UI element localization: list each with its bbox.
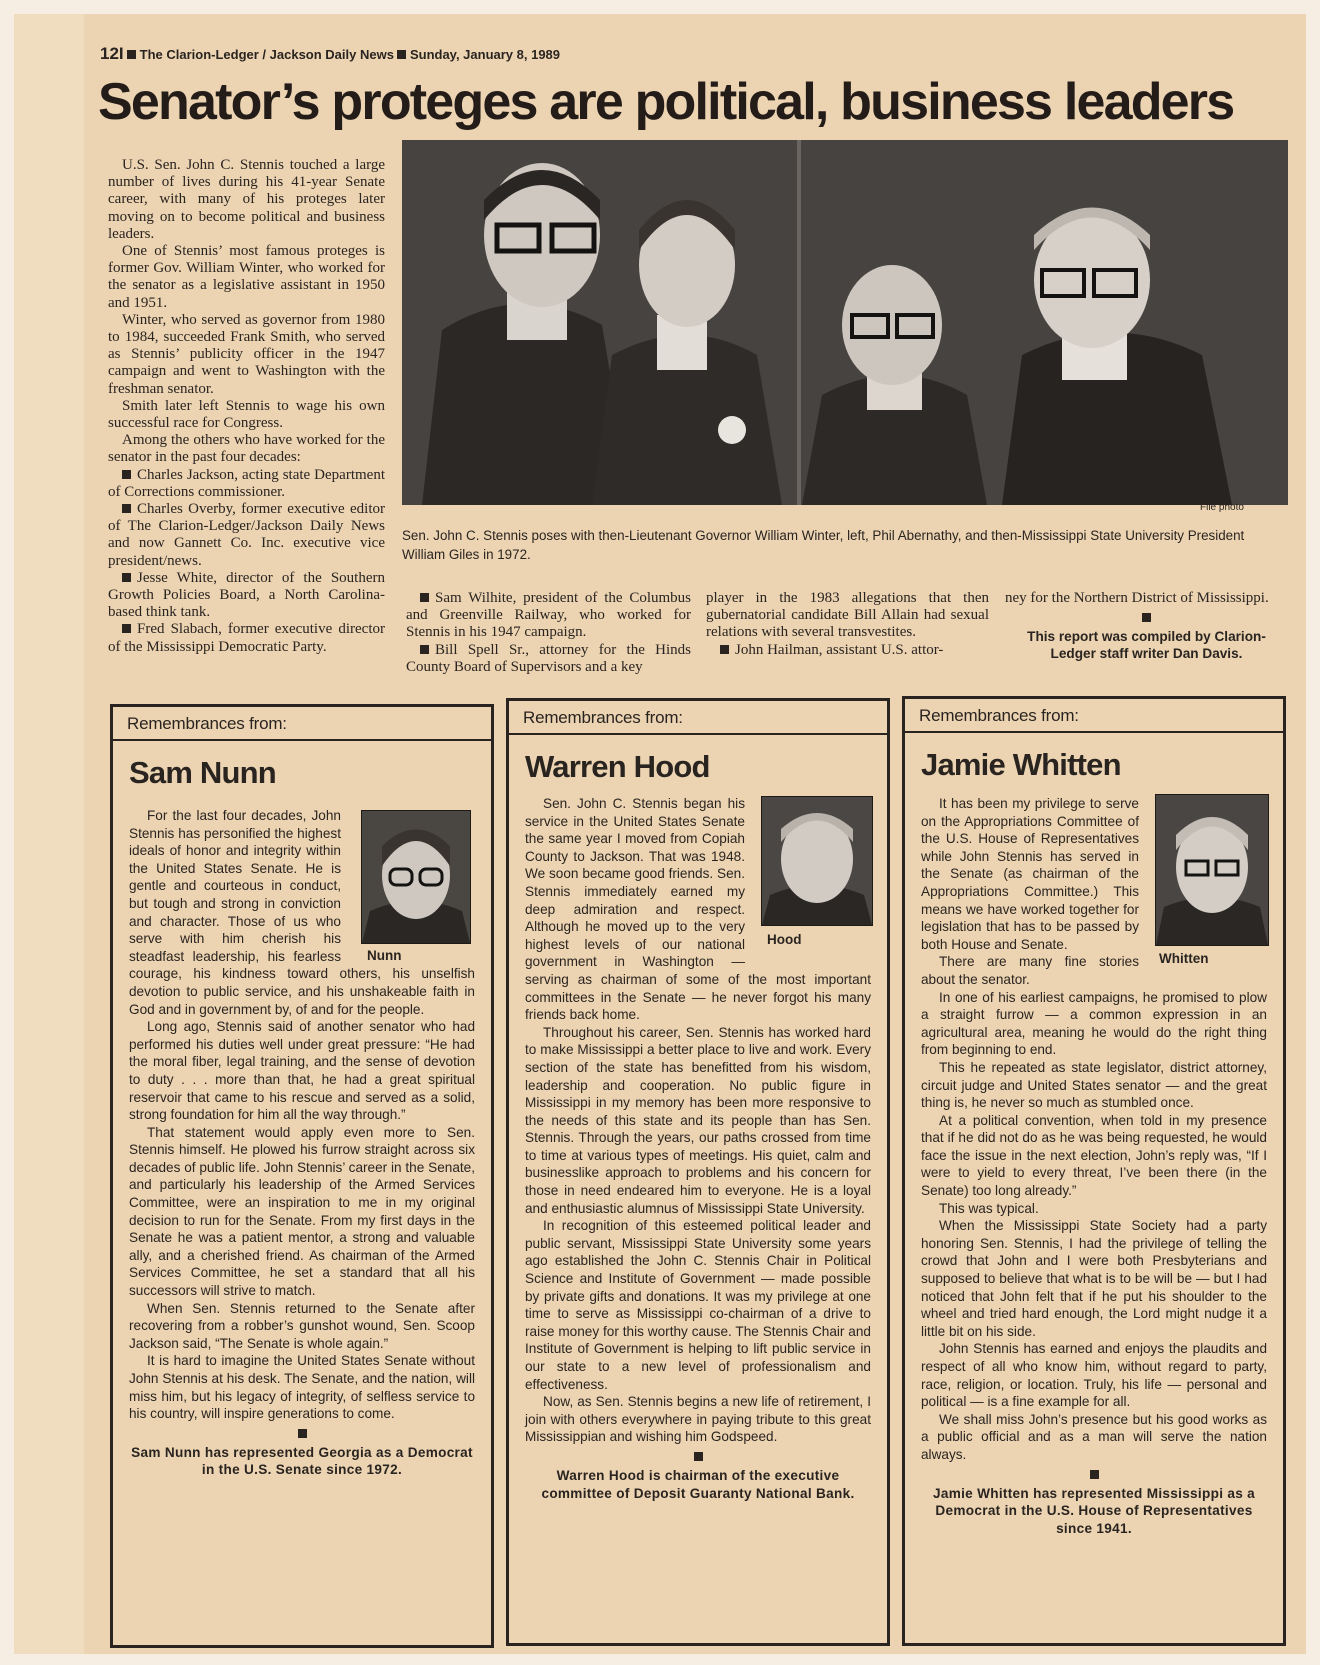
remembrance-paragraph: Throughout his career, Sen. Stennis has worked hard to make Mississippi a better place to live and work. Every section of the state has benefitted from his wisdom, leadership and cooperation. No public figure in Mississippi in my memory has been more responsive to the needs of this state and its people than has Sen. Stennis. Through the years, our paths crossed from time to time at various types of meetings. His quiet, calm and businesslike approach to problems and his concern for those in need endeared him to everyone. He is a loyal and enthusiastic alumnus of Mississippi State University.	[525, 1024, 871, 1216]
square-bullet-icon	[127, 50, 136, 59]
square-bullet-icon	[122, 504, 131, 513]
story-paragraph: player in the 1983 allegations that then gubernatorial candidate Bill Allain had sexual relations with several transvestites.	[706, 590, 989, 641]
author-tagline: Sam Nunn has represented Georgia as a Democrat in the U.S. Senate since 1972.	[131, 1444, 473, 1478]
remembrance-paragraph: It has been my privilege to serve on the Appropriations Committee of the U.S. House of Representatives while John Stennis has served in the Senate (as chairman of the Appropriations Committee.) This means we have worked together for legislation that has to be passed by both House and Senate.	[921, 796, 1139, 952]
photo-illustration	[402, 140, 1288, 505]
remembrance-text	[921, 795, 1267, 1537]
page-number: 12I	[100, 44, 124, 63]
page-gutter	[14, 14, 84, 1654]
square-bullet-icon	[122, 573, 131, 582]
story-column-3	[706, 590, 989, 659]
remembrance-box-nunn	[110, 704, 494, 1648]
remembrance-paragraph: When Sen. Stennis returned to the Senate after recovering from a robber’s gunshot wound, Sen. Scoop Jackson said, “The Senate is whole again.”	[129, 1300, 475, 1351]
remembrance-box-hood	[506, 698, 890, 1646]
remembrance-paragraph: We shall miss John’s presence but his good works as a public official and as a man will serve the nation always.	[921, 1411, 1267, 1462]
author-tagline: Warren Hood is chairman of the executive committee of Deposit Guaranty National Bank.	[541, 1467, 855, 1501]
story-paragraph: Winter, who served as governor from 1980 to 1984, succeeded Frank Smith, who served as Stennis’ publicity officer in the 1947 campaign and went to Washington with the freshman senator.	[108, 311, 385, 397]
box-header: Remembrances from:	[113, 707, 491, 741]
box-title: Sam Nunn	[129, 755, 276, 790]
remembrance-text	[129, 807, 475, 1479]
remembrance-paragraph: In one of his earliest campaigns, he promised to plow a straight furrow — a common expression in an agricultural area, meaning he would do the right thing from beginning to end.	[921, 989, 1267, 1058]
remembrance-paragraph: It is hard to imagine the United States Senate without John Stennis at his desk. The Senate, and the nation, will miss him, but his legacy of integrity, of selfless service to his country, will inspire generations to come.	[129, 1353, 475, 1422]
photo-caption: Sen. John C. Stennis poses with then-Lieutenant Governor William Winter, left, Phil Abernathy, and then-Mississippi State University President William Giles in 1972.	[402, 528, 1245, 562]
story-column-2	[406, 590, 691, 676]
story-paragraph: Smith later left Stennis to wage his own successful race for Congress.	[108, 397, 385, 432]
remembrance-paragraph: This he repeated as state legislator, district attorney, circuit judge and United States senator — and the great thing is, he never so much as stumbled once.	[921, 1059, 1267, 1111]
issue-date: Sunday, January 8, 1989	[409, 47, 561, 62]
square-bullet-icon	[1142, 613, 1151, 622]
remembrance-paragraph: Sen. John C. Stennis began his service in the United States Senate the same year I moved from Copiah County to Jackson. That was 1948. We soon became good friends. Sen. Stennis immediately earned my deep admiration and respect. Although he moved up to the very highest levels of our national government in Washington — serving as chairman of some of the most important committees in the Senate — he never forgot his many friends back home.	[525, 796, 871, 1023]
square-bullet-icon	[420, 593, 429, 602]
paper-name: The Clarion-Ledger / Jackson Daily News	[139, 47, 394, 62]
list-item: Fred Slabach, former executive director of the Mississippi Democratic Party.	[108, 621, 385, 655]
headline: Senator’s proteges are political, business leaders	[98, 73, 1234, 131]
list-item: Charles Overby, former executive editor of The Clarion-Ledger/Jackson Daily News and now Gannett Co. Inc. executive vice president/news.	[108, 501, 385, 569]
remembrance-paragraph: Now, as Sen. Stennis begins a new life of retirement, I join with others everywhere in paying tribute to this great Mississippian and wishing him Godspeed.	[525, 1394, 871, 1445]
portrait-label: Hood	[767, 932, 802, 947]
list-item: John Hailman, assistant U.S. attor-	[706, 642, 989, 659]
author-tagline: Jamie Whitten has represented Mississippi as a Democrat in the U.S. House of Representatives since 1941.	[932, 1485, 1256, 1536]
list-item: Jesse White, director of the Southern Growth Policies Board, a North Carolina-based think tank.	[108, 569, 385, 621]
remembrance-paragraph: There are many fine stories about the senator.	[921, 954, 1139, 987]
remembrance-paragraph: Long ago, Stennis said of another senator who had performed his duties well under great pressure: “He had the moral fiber, legal training, and the sense of devotion to duty . . . more than that, he had a great spiritual reservoir that came to his rescue and served as a solid, strong foundation for him all the way through.”	[129, 1019, 475, 1123]
story-column-1	[108, 157, 385, 656]
box-title: Jamie Whitten	[921, 747, 1121, 782]
list-item: Charles Jackson, acting state Department of Corrections commissioner.	[108, 466, 385, 500]
story-paragraph: U.S. Sen. John C. Stennis touched a large number of lives during his 41-year Senate career, with many of his proteges later moving on to become political and business leaders.	[108, 157, 385, 242]
photo-credit: File photo	[1200, 502, 1244, 513]
list-item: Bill Spell Sr., attorney for the Hinds County Board of Supervisors and a key	[406, 641, 691, 675]
remembrance-paragraph: For the last four decades, John Stennis has personified the highest ideals of honor and integrity within the United States Senate. He is gentle and courteous in conduct, but tough and strong in conviction and character. Those of us who serve with him cherish his steadfast leadership, his fearless courage, his kindness toward others, his unselfish devotion to public service, and his unshakeable faith in God and in government by, of and for the people.	[129, 808, 475, 1017]
group-photo	[402, 140, 1288, 505]
story-paragraph: Among the others who have worked for the senator in the past four decades:	[108, 432, 385, 466]
box-title: Warren Hood	[525, 749, 710, 784]
square-bullet-icon	[420, 645, 429, 654]
page-folio	[100, 44, 560, 64]
square-bullet-icon	[720, 645, 729, 654]
remembrance-text	[525, 795, 871, 1502]
square-bullet-icon	[298, 1429, 307, 1438]
portrait-label: Nunn	[367, 948, 402, 963]
remembrance-paragraph: When the Mississippi State Society had a party honoring Sen. Stennis, I had the privilege of telling the crowd that John and I were both Presbyterians and supposed to believe that what is to be will be — but I had noticed that John felt that if he put his shoulder to the wheel and tried hard enough, the Lord might nudge it a little bit on his side.	[921, 1218, 1267, 1339]
report-credit: This report was compiled by Clarion-Ledger staff writer Dan Davis.	[1027, 629, 1266, 662]
square-bullet-icon	[122, 624, 131, 633]
remembrance-paragraph: At a political convention, when told in my presence that if he did not do as he was being requested, he would face the issue in the next election, John’s reply was, “If I were to yield to every threat, I’ve been there (in the Senate) too long already.”	[921, 1112, 1267, 1199]
square-bullet-icon	[122, 470, 131, 479]
remembrance-paragraph: In recognition of this esteemed political leader and public servant, Mississippi State University some years ago established the John C. Stennis Chair in Political Science and Institute of Government — made possible by private gifts and donations. It was my privilege at one time to serve as Mississippi co-chairman of a drive to raise money for this worthy cause. The Stennis Chair and Institute of Government is helping to lift public service in our state to a new level of professionalism and effectiveness.	[525, 1218, 871, 1392]
box-header: Remembrances from:	[905, 699, 1283, 733]
story-paragraph: One of Stennis’ most famous proteges is former Gov. William Winter, who worked for the senator as a legislative assistant in 1950 and 1951.	[108, 243, 385, 311]
story-column-4	[1005, 590, 1288, 662]
remembrance-paragraph: That statement would apply even more to Sen. Stennis himself. He plowed his furrow straight across six decades of public life. John Stennis’ career in the Senate, and particularly his leadership of the Armed Services Committee, were an inspiration to me in my original decision to run for the Senate. From my first days in the Senate he was a patient mentor, a strong and valuable ally, and a cherished friend. As chairman of the Armed Services Committee, he set a standard that all his successors will strive to match.	[129, 1124, 475, 1299]
remembrance-paragraph: John Stennis has earned and enjoys the plaudits and respect of all who know him, without regard to party, race, religion, or location. Truly, his life — personal and political — is a fine example for all.	[921, 1341, 1267, 1410]
square-bullet-icon	[397, 50, 406, 59]
box-header: Remembrances from:	[509, 701, 887, 735]
remembrance-paragraph: This was typical.	[939, 1200, 1039, 1216]
square-bullet-icon	[1090, 1470, 1099, 1479]
portrait-label: Whitten	[1159, 951, 1209, 966]
remembrance-box-whitten	[902, 696, 1286, 1646]
story-paragraph: ney for the Northern District of Mississippi.	[1005, 590, 1269, 606]
square-bullet-icon	[694, 1452, 703, 1461]
list-item: Sam Wilhite, president of the Columbus and Greenville Railway, who worked for Stennis in his 1947 campaign.	[406, 590, 691, 641]
